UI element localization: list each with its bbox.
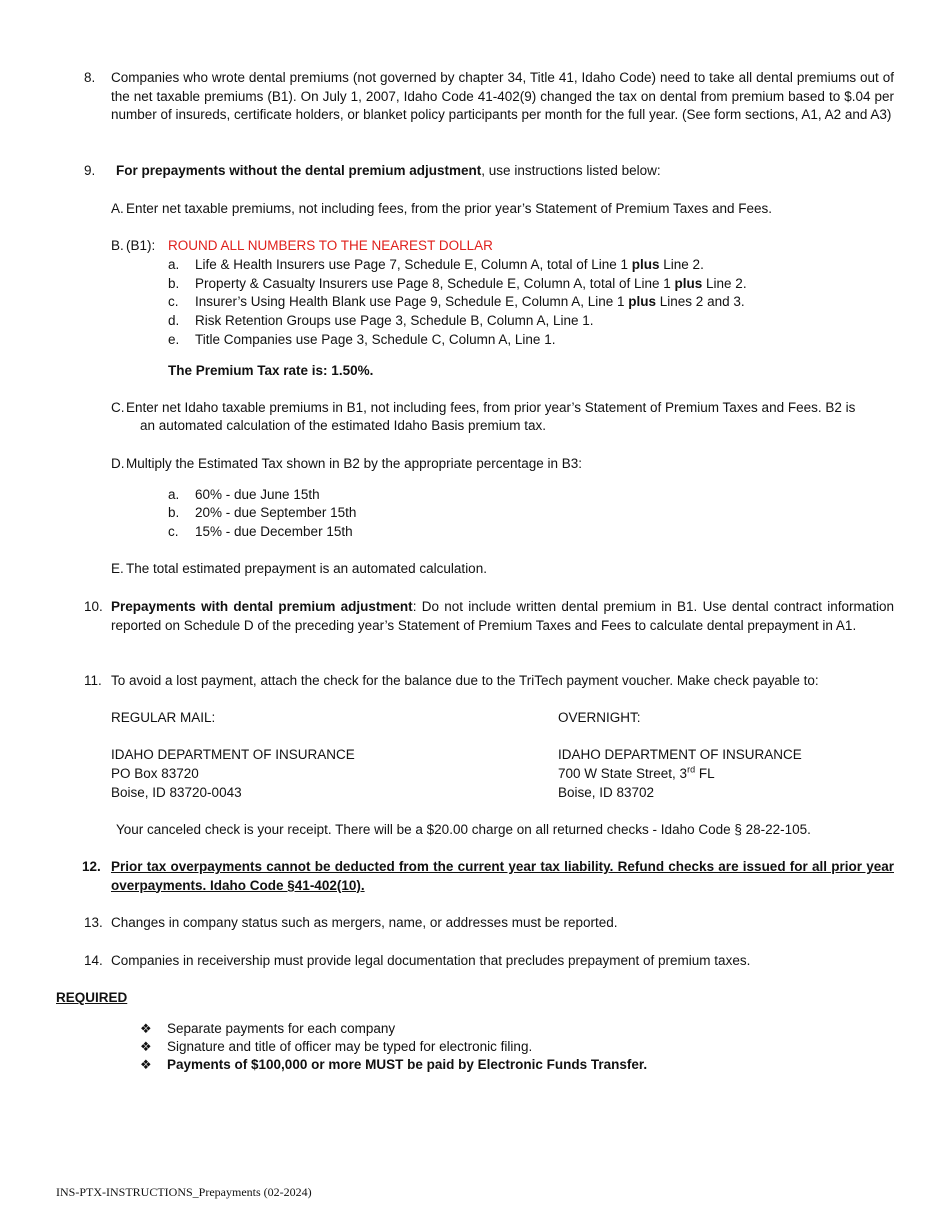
- item-13-number: 13.: [84, 915, 103, 930]
- item-10-text: Prepayments with dental premium adjustment: Do not include written dental premium in B1. Use dental contract information reported on Schedule D of the preceding year’s Statement of Premium Taxes and Fees to calculate dental prepayment in A1.: [111, 599, 894, 633]
- item-8-text: Companies who wrote dental premiums (not governed by chapter 34, Title 41, Idaho Code) need to take all dental premiums out of the net taxable premiums (B1). On July 1, 2007, Idaho Code 41-402(9) changed the tax on dental from premium based to $.04 per number of insureds, certificate holders, or blanket policy participants per month for the full year. (See form sections, A1, A2 and A3): [111, 70, 894, 122]
- item-12-number: 12.: [82, 859, 101, 874]
- item-9d-a-letter: a.: [168, 487, 180, 502]
- item-9e-text: The total estimated prepayment is an automated calculation.: [126, 561, 487, 576]
- item-11-number: 11.: [84, 673, 102, 688]
- item-9d-label: D.: [111, 456, 125, 471]
- item-13-text: Changes in company status such as mergers, name, or addresses must be reported.: [111, 915, 618, 930]
- item-9a-label: A.: [111, 201, 124, 216]
- required-bullet-1: Separate payments for each company: [167, 1021, 396, 1036]
- overnight-line-3: Boise, ID 83702: [558, 785, 655, 800]
- footer-form-id: INS-PTX-INSTRUCTIONS_Prepayments (02-2024): [56, 1185, 312, 1199]
- item-9b-e-letter: e.: [168, 332, 180, 347]
- item-12-text: Prior tax overpayments cannot be deducted from the current year tax liability. Refund checks are issued for all prior year overpayments. Idaho Code §41-402(10).: [111, 859, 894, 893]
- item-9b-b-text: Property & Casualty Insurers use Page 8, Schedule E, Column A, total of Line 1 plus Line 2.: [195, 276, 747, 291]
- item-8-number: 8.: [84, 70, 96, 85]
- item-9-rest: , use instructions listed below:: [481, 163, 661, 178]
- item-9b-label: B.: [111, 238, 124, 253]
- item-9-bold: For prepayments without the dental premium adjustment: [116, 163, 482, 178]
- item-9b-c-letter: c.: [168, 294, 179, 309]
- item-14-text: Companies in receivership must provide legal documentation that precludes prepayment of premium taxes.: [111, 953, 751, 968]
- item-9b-a-letter: a.: [168, 257, 180, 272]
- item-9-heading: [116, 162, 661, 181]
- item-9c-line2: an automated calculation of the estimated Idaho Basis premium tax.: [140, 418, 546, 433]
- regular-mail-line-1: IDAHO DEPARTMENT OF INSURANCE: [111, 747, 355, 762]
- item-11-text: To avoid a lost payment, attach the check for the balance due to the TriTech payment voucher. Make check payable to:: [111, 673, 819, 688]
- item-9b-c-text: Insurer’s Using Health Blank use Page 9, Schedule E, Column A, Line 1 plus Lines 2 and 3.: [195, 294, 745, 309]
- item-9-number: 9.: [84, 163, 96, 178]
- item-9e-label: E.: [111, 561, 124, 576]
- item-9b-b-letter: b.: [168, 276, 180, 291]
- returned-check-note: Your canceled check is your receipt. There will be a $20.00 charge on all returned checks - Idaho Code § 28-22-105.: [116, 822, 811, 837]
- item-9a-text: Enter net taxable premiums, not including fees, from the prior year’s Statement of Premium Taxes and Fees.: [126, 201, 773, 216]
- item-9d-b-text: 20% - due September 15th: [195, 505, 357, 520]
- item-9d-text: Multiply the Estimated Tax shown in B2 by the appropriate percentage in B3:: [126, 456, 583, 471]
- item-9b-code: (B1):: [126, 238, 156, 253]
- required-bullet-2: Signature and title of officer may be typed for electronic filing.: [167, 1039, 533, 1054]
- round-numbers-notice: ROUND ALL NUMBERS TO THE NEAREST DOLLAR: [168, 238, 493, 253]
- item-9d-c-letter: c.: [168, 524, 179, 539]
- item-9d-b-letter: b.: [168, 505, 180, 520]
- regular-mail-heading: REGULAR MAIL:: [111, 710, 216, 725]
- item-9b-e-text: Title Companies use Page 3, Schedule C, Column A, Line 1.: [195, 332, 556, 347]
- regular-mail-line-2: PO Box 83720: [111, 766, 199, 781]
- item-9d-c-text: 15% - due December 15th: [195, 524, 353, 539]
- overnight-line-2: 700 W State Street, 3rd FL: [558, 764, 715, 781]
- item-9d-a-text: 60% - due June 15th: [195, 487, 320, 502]
- premium-tax-rate: The Premium Tax rate is: 1.50%.: [168, 363, 374, 378]
- item-9c-line1: Enter net Idaho taxable premiums in B1, not including fees, from prior year’s Statement of Premium Taxes and Fees. B2 is: [126, 400, 856, 415]
- item-14-number: 14.: [84, 953, 103, 968]
- item-9b-d-letter: d.: [168, 313, 180, 328]
- diamond-bullet-icon: ❖: [140, 1039, 152, 1054]
- diamond-bullet-icon: ❖: [140, 1057, 152, 1072]
- regular-mail-line-3: Boise, ID 83720-0043: [111, 785, 242, 800]
- required-heading: REQUIRED: [56, 990, 128, 1005]
- diamond-bullet-icon: ❖: [140, 1021, 152, 1036]
- overnight-line-1: IDAHO DEPARTMENT OF INSURANCE: [558, 747, 802, 762]
- item-9c-label: C.: [111, 400, 125, 415]
- item-9b-d-text: Risk Retention Groups use Page 3, Schedule B, Column A, Line 1.: [195, 313, 594, 328]
- required-bullet-3: Payments of $100,000 or more MUST be paid by Electronic Funds Transfer.: [167, 1057, 648, 1072]
- item-9b-a-text: Life & Health Insurers use Page 7, Schedule E, Column A, total of Line 1 plus Line 2.: [195, 257, 704, 272]
- item-10-number: 10.: [84, 599, 103, 614]
- overnight-heading: OVERNIGHT:: [558, 710, 641, 725]
